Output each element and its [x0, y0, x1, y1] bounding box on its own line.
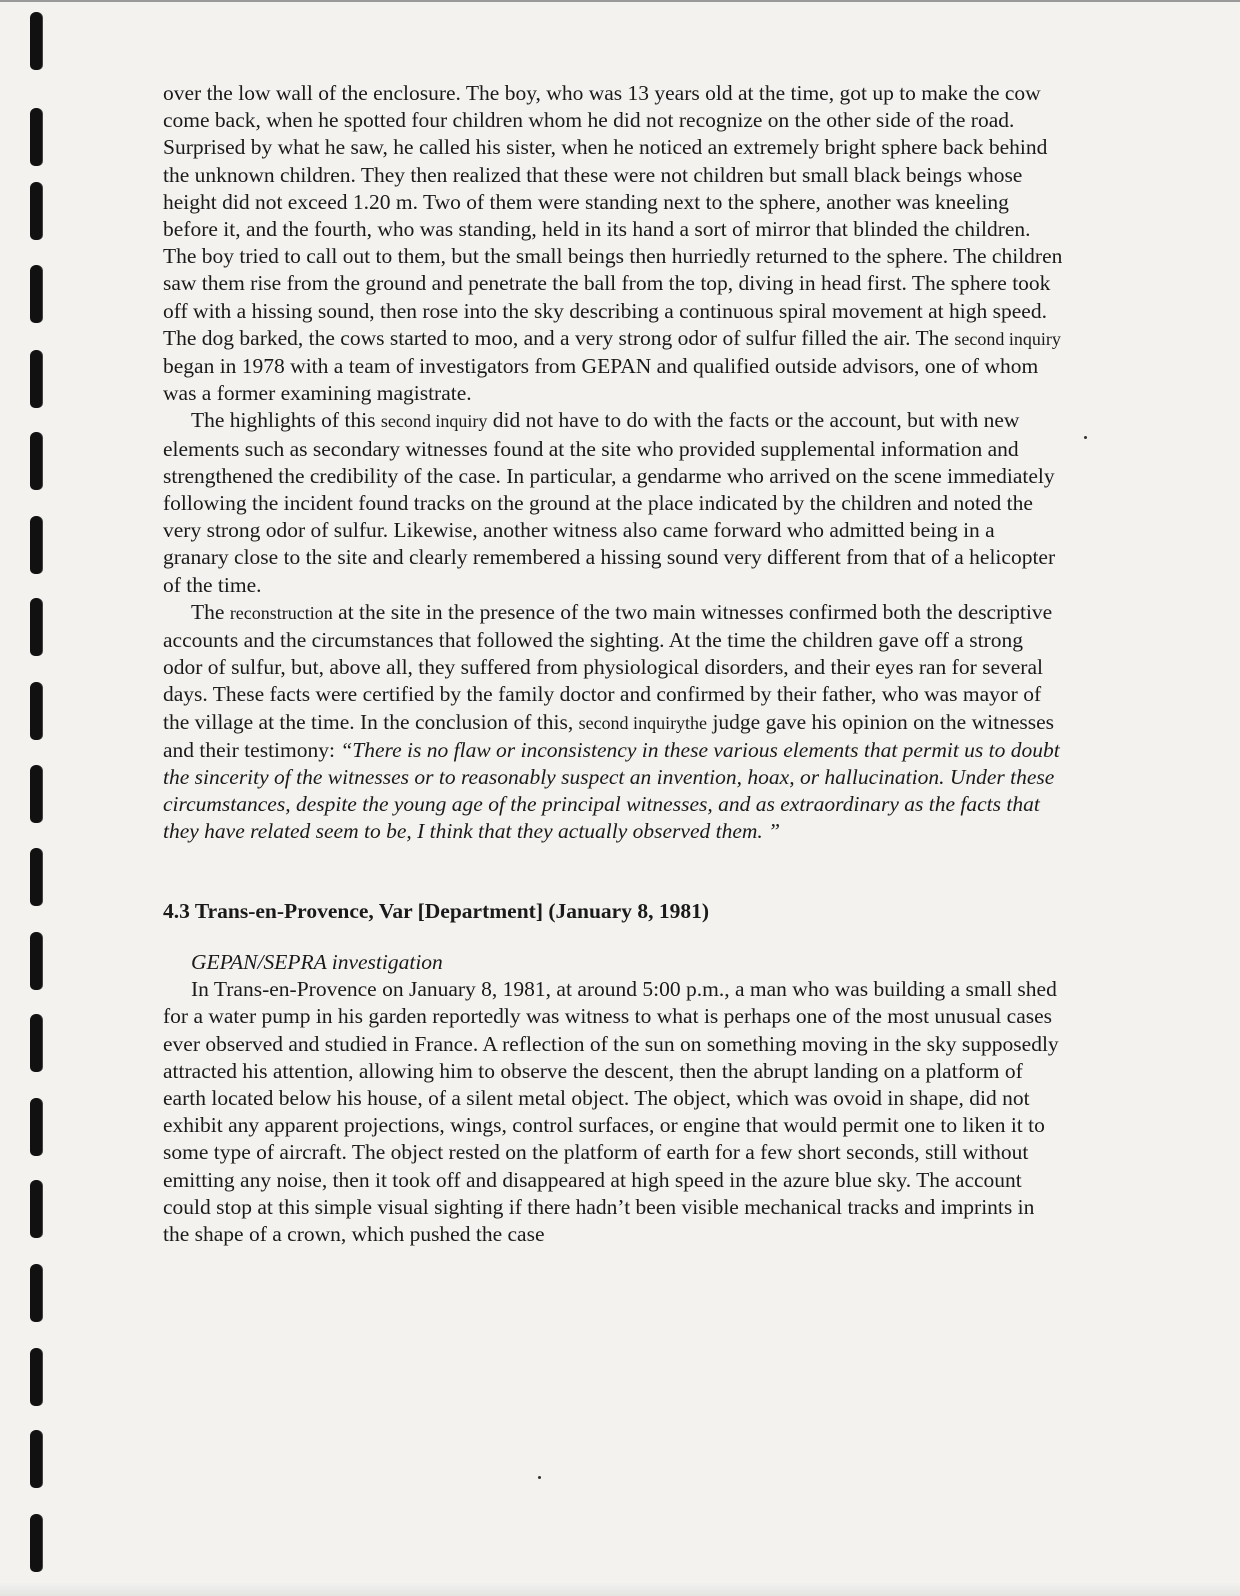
- spiral-binding: [26, 10, 48, 1590]
- page-bottom-edge: [0, 1582, 1240, 1596]
- binding-hole: [30, 516, 42, 574]
- binding-hole: [30, 765, 42, 823]
- paragraph-2-lead: The: [915, 325, 949, 350]
- paragraph-3: [163, 407, 1063, 598]
- paragraph-3-small: second inquiry: [380, 411, 488, 432]
- binding-hole: [30, 182, 42, 240]
- paragraph-2-small: second inquiry: [954, 328, 1061, 349]
- binding-hole: [30, 108, 42, 166]
- paragraph-3-lead: The highlights of this: [191, 408, 376, 433]
- binding-hole: [30, 350, 42, 408]
- section-subheading: GEPAN/SEPRA investigation: [191, 949, 443, 974]
- paragraph-4: [163, 599, 1063, 846]
- binding-hole: [30, 1430, 42, 1488]
- binding-hole: [30, 1264, 42, 1322]
- binding-hole: [30, 848, 42, 906]
- binding-hole: [30, 1180, 42, 1238]
- paragraph-4-lead: The: [191, 599, 225, 624]
- paragraph-2-tail: began in 1978 with a team of investigators from GEPAN and qualified outside advisors, one of whom was a former examining magistrate.: [163, 354, 1039, 406]
- binding-hole: [30, 682, 42, 740]
- paragraph-4-body-2: judge gave his opinion on the witnesses and their testimony:: [163, 709, 1055, 762]
- paragraph-3-tail: did not have to do with the facts or the account, but with new elements such as secondary witnesses found at the site who provided supplemental information and strengthened the credibility of the case. In particular, a gendarme who arrived on the scene immediately following the incident found tracks on the ground at the place indicated by the children and noted the very strong odor of sulfur. Likewise, another witness also came forward who admitted being in a granary close to the site and clearly remembered a hissing sound very different from that of a helicopter of the time.: [163, 408, 1056, 597]
- binding-hole: [30, 1098, 42, 1156]
- paragraph-4-small: reconstruction: [229, 602, 333, 623]
- binding-hole: [30, 265, 42, 323]
- binding-hole: [30, 598, 42, 656]
- scan-speck: [1084, 436, 1087, 439]
- paragraph-4-small-2: second inquirythe: [578, 712, 708, 733]
- binding-hole: [30, 12, 42, 70]
- paragraph-2: [163, 134, 1063, 407]
- scan-speck: [538, 1476, 541, 1479]
- paragraph-2-text: Surprised by what he saw, he called his sister, when he noticed an extremely bright sphere back behind the unknown children. They then realized that these were not children but small black beings whose height did not exceed 1.20 m. Two of them were standing next to the sphere, another was kneeling before it, and the fourth, who was standing, held in its hand a sort of mirror that blinded the children. The boy tried to call out to them, but the small beings then hurriedly returned to the sphere. The children saw them rise from the ground and penetrate the ball from the top, diving in head first. The sphere took off with a hissing sound, then rose into the sky describing a continuous spiral movement at high speed. The dog barked, the cows started to moo, and a very strong odor of sulfur filled the air.: [163, 135, 1063, 350]
- binding-hole: [30, 1014, 42, 1072]
- paragraph-4-body: at the site in the presence of the two main witnesses confirmed both the descriptive accounts and the circumstances that followed the sighting. At the time the children gave off a strong odor of sulfur, but, above all, they suffered from physiological disorders, and their eyes ran for several days. These facts were certified by the family doctor and confirmed by their father, who was mayor of the village at the time. In the conclusion of this,: [163, 599, 1053, 734]
- binding-hole: [30, 1514, 42, 1572]
- binding-hole: [30, 432, 42, 490]
- judge-quote: “There is no flaw or inconsistency in these various elements that permit us to doubt the sincerity of the witnesses or to reasonably suspect an invention, hoax, or hallucination. Under these circumstances, despite the young age of the principal witnesses, and as extraordinary as the facts that they have related seem to be, I think that they actually observed them. ”: [163, 737, 1060, 844]
- page-top-edge: [0, 0, 1240, 2]
- section-body: In Trans-en-Provence on January 8, 1981, at around 5:00 p.m., a man who was building a small shed for a water pump in his garden reportedly was witness to what is perhaps one of the most unusual cases ever observed and studied in France. A reflection of the sun on something moving in the sky supposedly attracted his attention, allowing him to observe the descent, then the abrupt landing on a platform of earth located below his house, of a silent metal object. The object, which was ovoid in shape, did not exhibit any apparent projections, wings, control surfaces, or engine that would permit one to liken it to some type of aircraft. The object rested on the platform of earth for a few short seconds, still without emitting any noise, then it took off and disappeared at high speed in the azure blue sky. The account could stop at this simple visual sighting if there hadn’t been visible mechanical tracks and imprints in the shape of a crown, which pushed the case: [163, 977, 1059, 1246]
- document-page: [163, 80, 1063, 1248]
- binding-hole: [30, 932, 42, 990]
- paragraph-1: over the low wall of the enclosure. The boy, who was 13 years old at the time, got up to make the cow come back, when he spotted four children whom he did not recognize on the other side of the road.: [163, 81, 1041, 133]
- section-heading: 4.3 Trans-en-Provence, Var [Department] (January 8, 1981): [163, 898, 710, 923]
- binding-hole: [30, 1348, 42, 1406]
